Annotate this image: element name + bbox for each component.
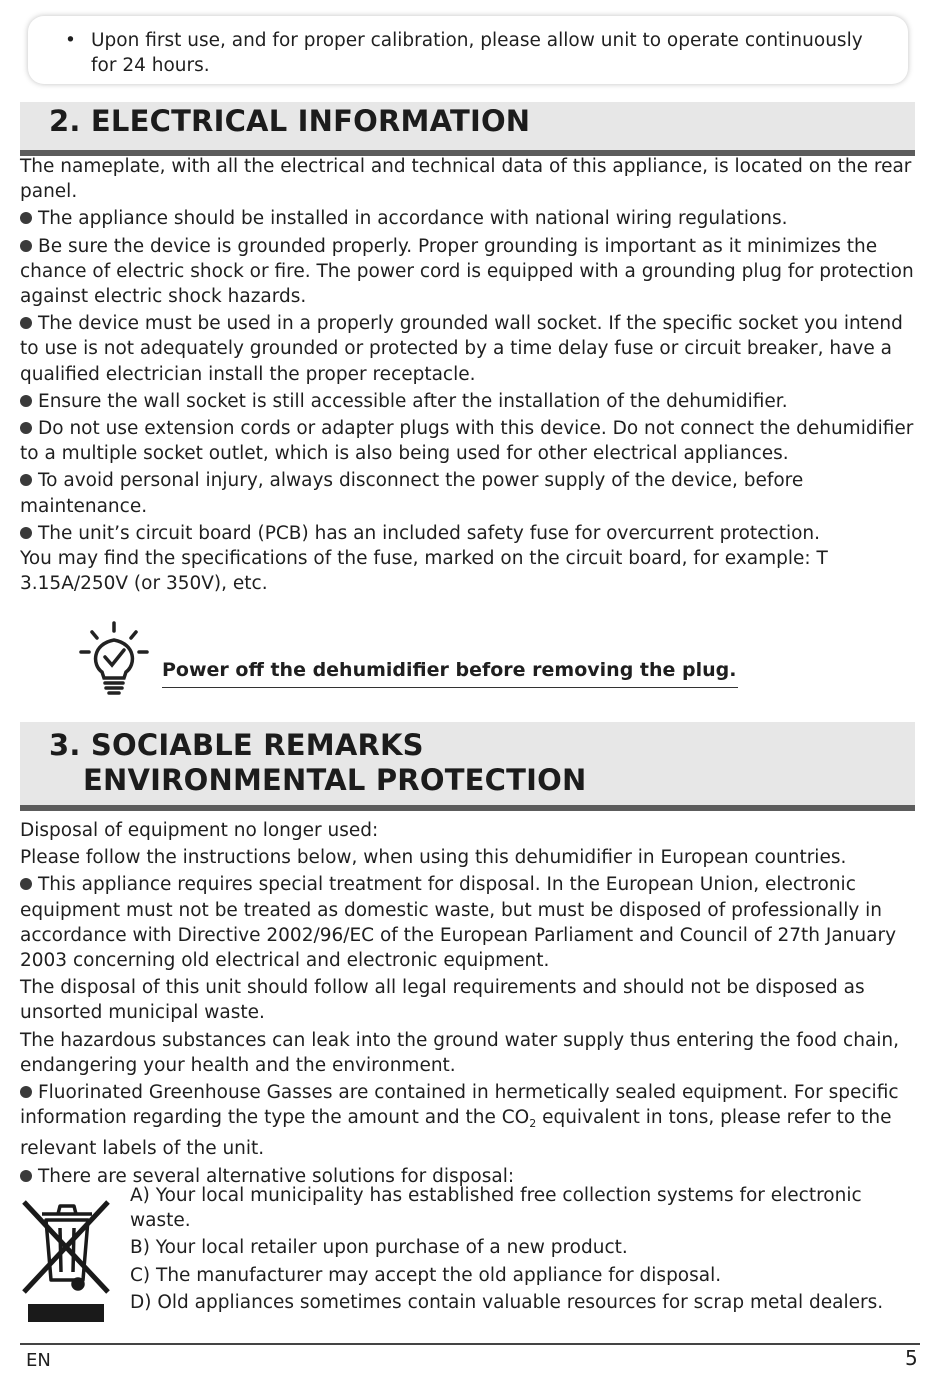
language-code: EN: [26, 1350, 51, 1371]
bullet-item: This appliance requires special treatment for disposal. In the European Union, electronic equipment must not be treated as domestic waste, but must be disposed of professionally in accordance with Directive 2002/96/EC of the European Parliament and Council of 27th January 2003 concerning old electrical and electronic equipment.: [20, 874, 897, 972]
bullet-dot: [20, 1086, 32, 1098]
section-2-body: [20, 154, 920, 598]
disposal-option: B) Your local retailer upon purchase of a new product.: [130, 1237, 628, 1259]
hazard-paragraph: The hazardous substances can leak into the ground water supply thus entering the food chain, endangering your health and the environment.: [20, 1029, 900, 1076]
bullet-dot: [20, 422, 32, 434]
footer-divider: [20, 1343, 920, 1345]
page-number: 5: [905, 1346, 918, 1370]
lightbulb-check-icon: [76, 620, 152, 696]
bullet-dot: [20, 1170, 32, 1182]
bullet-dot: [20, 212, 32, 224]
disposal-option: C) The manufacturer may accept the old appliance for disposal.: [130, 1264, 722, 1286]
instructions-paragraph: Please follow the instructions below, when using this dehumidifier in European countries.: [20, 847, 847, 869]
bullet-dot: [20, 474, 32, 486]
bullet-item: The device must be used in a properly grounded wall socket. If the specific socket you intend to use is not adequately grounded or protected by a time delay fuse or circuit breaker, have a qualified electrician install the proper receptacle.: [20, 313, 903, 385]
disposal-options: [130, 1183, 920, 1317]
bullet-item: Do not use extension cords or adapter plugs with this device. Do not connect the dehumidifier to a multiple socket outlet, which is also being used for other electrical appliances.: [20, 418, 914, 465]
section-3-header: [20, 722, 915, 811]
calibration-note: [28, 16, 908, 84]
bullet-dot: [20, 395, 32, 407]
crossed-out-bin-icon: [20, 1194, 112, 1330]
bullet-item: Fluorinated Greenhouse Gasses are contained in hermetically sealed equipment. For specific information regarding the type the amount and the $CO_2$ equivalent in tons, please refer to the relevant labels of the unit.: [20, 1082, 899, 1160]
section-2-title: 2. ELECTRICAL INFORMATION: [49, 104, 531, 138]
section-3-title-line2: ENVIRONMENTAL PROTECTION: [83, 763, 587, 797]
bullet-dot: [20, 240, 32, 252]
disposal-option: A) Your local municipality has established free collection systems for electronic waste.: [130, 1185, 862, 1232]
bullet-dot: [20, 527, 32, 539]
bullet-item: To avoid personal injury, always disconnect the power supply of the device, before maintenance.: [20, 470, 804, 517]
note-bullet: •: [65, 30, 76, 51]
section-3-body: [20, 818, 920, 1191]
disposal-option: D) Old appliances sometimes contain valuable resources for scrap metal dealers.: [130, 1291, 884, 1313]
legal-paragraph: The disposal of this unit should follow all legal requirements and should not be disposed as unsorted municipal waste.: [20, 977, 865, 1024]
nameplate-paragraph: The nameplate, with all the electrical and technical data of this appliance, is located on the rear panel.: [20, 156, 912, 203]
fuse-paragraph: You may find the specifications of the fuse, marked on the circuit board, for example: T 3.15A/250V (or 350V), etc.: [20, 548, 828, 595]
section-3-title-line1: 3. SOCIABLE REMARKS: [49, 728, 424, 762]
bullet-item: There are several alternative solutions for disposal:: [20, 1164, 920, 1189]
power-off-tip: Power off the dehumidifier before removing the plug.: [162, 656, 738, 688]
bullet-dot: [20, 317, 32, 329]
bullet-item: Be sure the device is grounded properly. Proper grounding is important as it minimizes the chance of electric shock or fire. The power cord is equipped with a grounding plug for protection against electric shock hazards.: [20, 235, 914, 308]
section-2-header: [20, 102, 915, 156]
bullet-item: The appliance should be installed in accordance with national wiring regulations.: [20, 206, 920, 231]
bullet-dot: [20, 878, 32, 890]
section-3-title: [49, 728, 586, 798]
bullet-item: Ensure the wall socket is still accessible after the installation of the dehumidifier.: [20, 389, 920, 414]
disposal-heading: Disposal of equipment no longer used:: [20, 820, 379, 841]
bullet-item: The unit’s circuit board (PCB) has an included safety fuse for overcurrent protection.: [20, 521, 920, 546]
calibration-note-text: • Upon first use, and for proper calibration, please allow unit to operate continuously for 24 hours.: [65, 30, 863, 76]
